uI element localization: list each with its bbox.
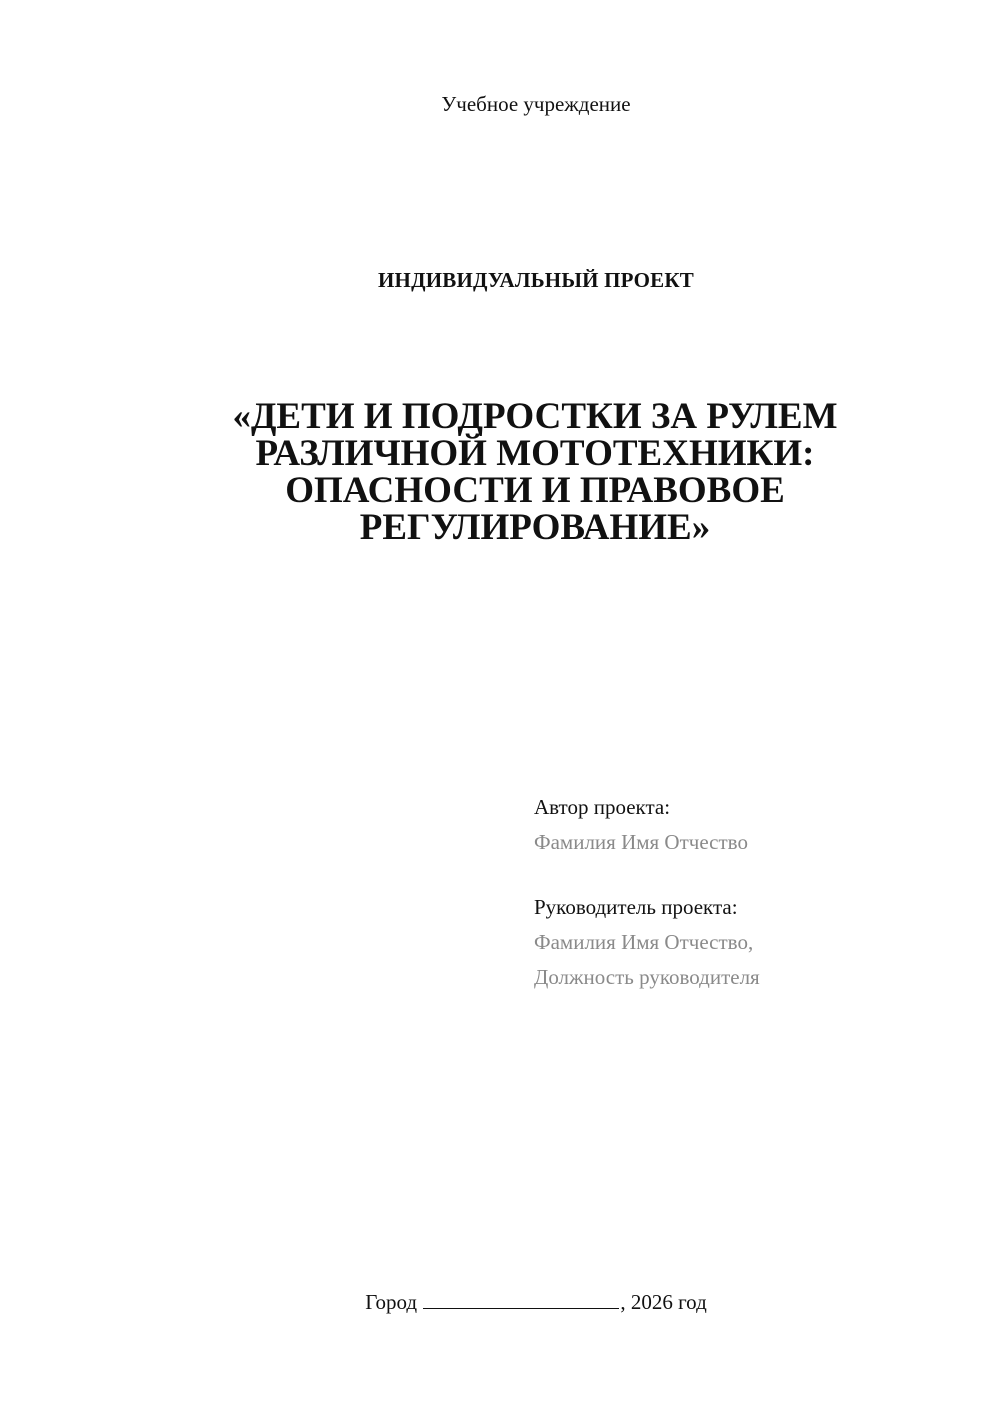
author-name-placeholder: Фамилия Имя Отчество <box>534 830 748 854</box>
author-label: Автор проекта: <box>534 795 671 819</box>
institution-name: Учебное учреждение <box>441 92 631 116</box>
supervisor-name-placeholder: Фамилия Имя Отчество, <box>534 930 754 954</box>
footer-city-year <box>0 1290 1000 1315</box>
year-text: , 2026 год <box>620 1290 707 1314</box>
credits-block <box>534 790 974 995</box>
credits-spacer <box>534 860 974 890</box>
project-title: «ДЕТИ И ПОДРОСТКИ ЗА РУЛЕМ РАЗЛИЧНОЙ МОТОТЕХНИКИ: ОПАСНОСТИ И ПРАВОВОЕ РЕГУЛИРОВАНИЕ» <box>232 396 838 548</box>
supervisor-position-placeholder: Должность руководителя <box>534 965 760 989</box>
project-type-heading: ИНДИВИДУАЛЬНЫЙ ПРОЕКТ <box>378 268 694 292</box>
city-blank-line <box>423 1290 619 1309</box>
supervisor-label: Руководитель проекта: <box>534 895 738 919</box>
city-label: Город <box>365 1290 418 1314</box>
